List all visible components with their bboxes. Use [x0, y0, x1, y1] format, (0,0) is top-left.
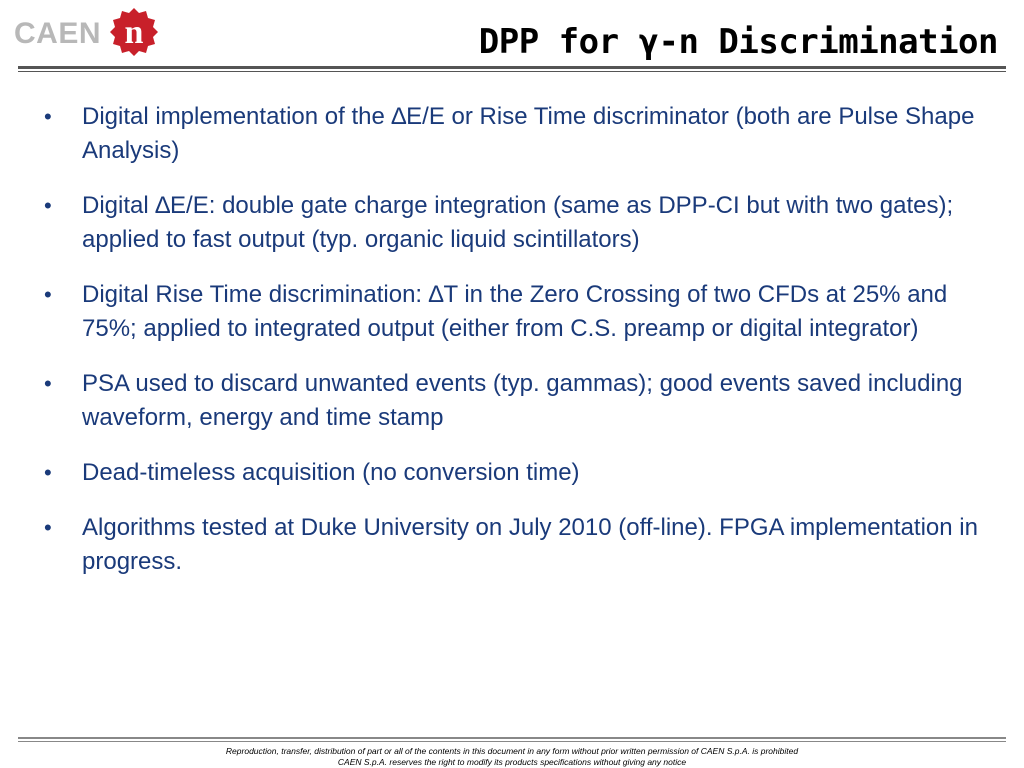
slide-title: DPP for γ-n Discrimination [478, 22, 998, 62]
footer-disclaimer [0, 746, 1024, 768]
bullet-marker-icon: • [44, 371, 52, 396]
bullet-item [40, 100, 1000, 168]
logo-mark-letter: n [124, 13, 144, 51]
bullet-marker-icon: • [44, 193, 52, 218]
bullet-text: Digital ∆E/E: double gate charge integration (same as DPP-CI but with two gates); applied to fast output (typ. organic liquid scintillators) [82, 192, 954, 253]
footer-line-1: Reproduction, transfer, distribution of part or all of the contents in this document in any form without prior written permission of CAEN S.p.A. is prohibited [225, 746, 799, 756]
bullet-text: Digital implementation of the ∆E/E or Rise Time discriminator (both are Pulse Shape Analysis) [82, 103, 975, 164]
bullet-marker-icon: • [44, 282, 52, 307]
bullet-text: PSA used to discard unwanted events (typ. gammas); good events saved including waveform, energy and time stamp [82, 370, 963, 431]
caen-logo [14, 4, 159, 64]
bullet-marker-icon: • [44, 460, 52, 485]
bullet-text: Algorithms tested at Duke University on July 2010 (off-line). FPGA implementation in progress. [82, 514, 978, 575]
logo-text: CAEN [14, 17, 102, 50]
title-divider [18, 66, 1006, 72]
bullet-text: Digital Rise Time discrimination: ∆T in the Zero Crossing of two CFDs at 25% and 75%; applied to integrated output (either from C.S. preamp or digital integrator) [82, 281, 948, 342]
bullet-item [40, 367, 1000, 435]
footer-divider [18, 737, 1006, 742]
bullet-item [40, 511, 1000, 579]
bullet-marker-icon: • [44, 515, 52, 540]
bullet-list [40, 100, 1000, 600]
bullet-item [40, 189, 1000, 257]
bullet-item [40, 456, 1000, 490]
caen-n-logo-icon [109, 7, 159, 62]
bullet-marker-icon: • [44, 104, 52, 129]
bullet-text: Dead-timeless acquisition (no conversion time) [82, 459, 580, 486]
footer-line-2: CAEN S.p.A. reserves the right to modify its products specifications without giving any notice [337, 757, 687, 767]
bullet-item [40, 278, 1000, 346]
